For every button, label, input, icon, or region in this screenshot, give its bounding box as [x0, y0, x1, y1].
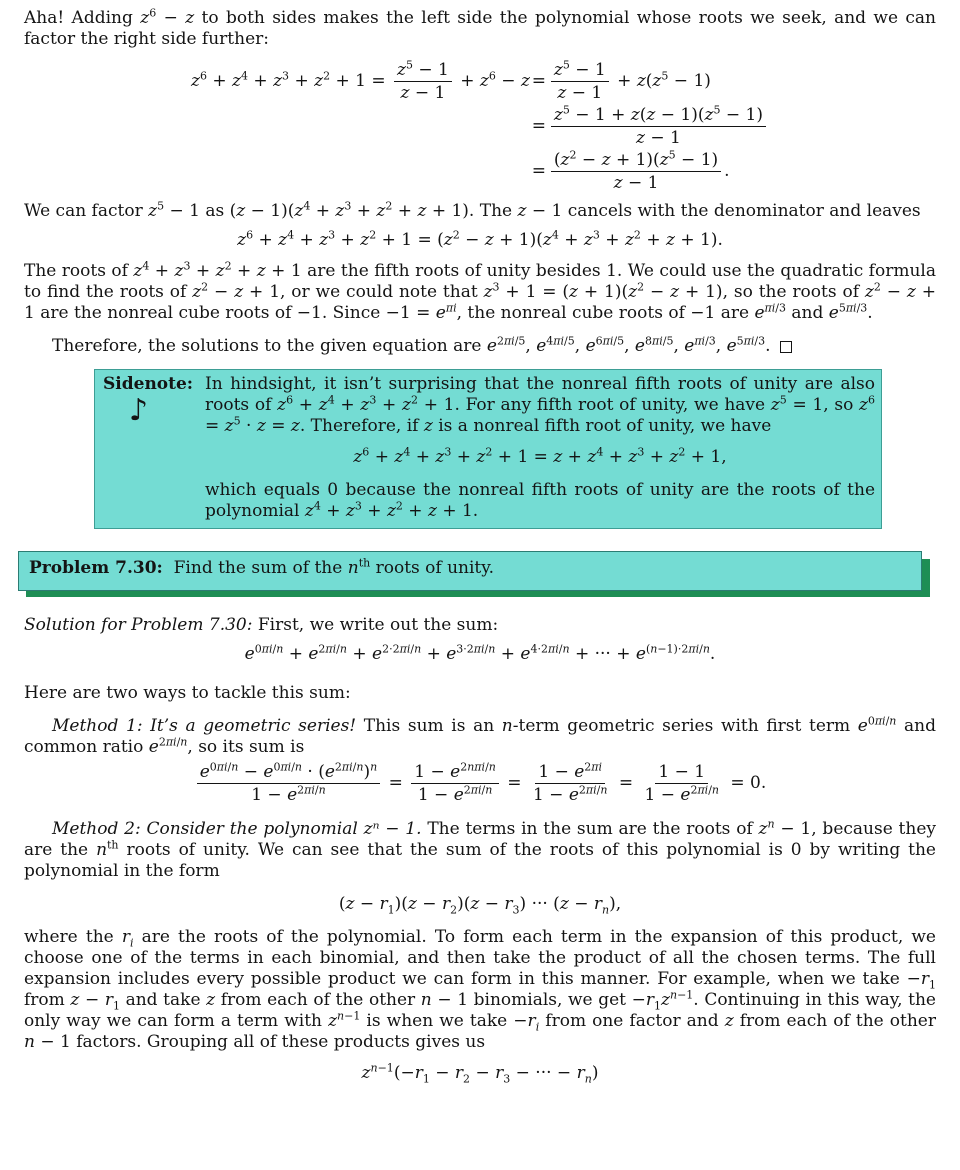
factored-equation: $z^6 + z^4 + z^3 + z^2 + 1 = (z^2 - z + 1)(z^4 + z^3 + z^2 + z + 1)$. [237, 228, 723, 250]
fraction: $\frac{1 - e^{2n\pi i/n}}{1 - e^{2\pi i/n}}$ [411, 762, 499, 805]
eq1-row2 [548, 105, 769, 148]
problem-label: Problem 7.30: [29, 558, 163, 578]
fraction: $\frac{z^5 - 1}{z - 1}$ [394, 60, 452, 103]
factor-paragraph: We can factor $z^5 - 1$ as $(z - 1)(z^4 + z^3 + z^2 + z + 1)$. The z − 1 cancels with the denominator and leaves [24, 199, 921, 221]
method1-paragraph: Method 1: It’s a geometric series! This sum is an n-term geometric series with first term $e^{0\pi i/n}$ and common ratio $e^{2\pi i/n}$, so its sum is [24, 714, 936, 757]
factor-equation-block [24, 60, 936, 193]
method2-label: Method 2: Consider the polynomial zⁿ − 1. [52, 819, 422, 839]
eq1-row3: $\frac{(z^2 - z + 1)(z^5 - 1)}{z - 1}$ . [548, 150, 769, 193]
fraction: $\frac{z^5 - 1}{z - 1}$ [551, 60, 609, 103]
solutions-paragraph: Therefore, the solutions to the given equation are $e^{2\pi i/5}$, $e^{4\pi i/5}$, $e^{6\pi i/5}$, $e^{8\pi i/5}$, $e^{\pi i/3}$, $e^{5\pi i/3}$. [24, 336, 936, 357]
fraction: $\frac{1 - e^{2\pi i}}{1 - e^{2\pi i/n}}$ [532, 760, 608, 805]
grouped-term-equation: $z^{n-1}(-r_1 - r_2 - r_3$ − ··· − $r_n$) [361, 1061, 599, 1086]
product-form-equation: $(z - r_1)(z - r_2)(z - r_3)$ ··· $(z - r_n)$, [338, 894, 622, 917]
qed-box [780, 341, 792, 353]
roots-paragraph: The roots of $z^4 + z^3 + z^2 + z + 1$ are the fifth roots of unity besides 1. We could use the quadratic formula to find the roots of $z^2 - z + 1$, or we could note that $z^3 + 1 = (z + 1)(z^2 - z + 1)$, so the roots of $z^2 - z + 1$ are the nonreal cube roots of −1. Since $-1 = e^{\pi i}$, the nonreal cube roots of −1 are $e^{\pi i/3}$ and $e^{5\pi i/3}$. [24, 259, 936, 323]
problem-box [18, 551, 922, 591]
method1-label: Method 1: It’s a geometric series! [52, 716, 357, 736]
equals-sign: = [531, 161, 547, 181]
solution-label: Solution for Problem 7.30: [24, 615, 253, 635]
music-note-icon: ♪ [129, 393, 149, 428]
geometric-sum-equation: $\frac{e^{0\pi i/n} - e^{0\pi i/n} \cdot (e^{2\pi i/n})^n}{1 - e^{2\pi i/n}}$ = $\frac{1 - e^{2n\pi i/n}}{1 - e^{2\pi i/n}}$ = $\frac{1 - e^{2\pi i}}{1 - e^{2\pi i/n}}$ = $\frac{1 - 1}{1 - e^{2\pi i/n}}$ = 0. [24, 762, 936, 805]
page-content [24, 8, 936, 1084]
intro-paragraph: Aha! Adding $z^6 - z$ to both sides makes the left side the polynomial whose roots we seek, and we can factor the right side further: [24, 6, 936, 49]
sidenote-box [94, 369, 882, 529]
eq1-right: $\frac{z^5 - 1}{z - 1}$ + $z(z^5 - 1)$ [548, 60, 769, 103]
sidenote-body: In hindsight, it isn’t surprising that the nonreal fifth roots of unity are also roots of $z^6 + z^4 + z^3 + z^2 + 1$. For any fifth root of unity, we have $z^5 = 1$, so $z^6 = z^5 \cdot z = z$. Therefore, if z is a nonreal fifth root of unity, we have $z^6 + z^4 + z^3 + z^2 + 1 = z + z^4 + z^3 + z^2 + 1$, which equals 0 because the nonreal fifth roots of unity are the roots of the polynomial $z^4 + z^3 + z^2 + z + 1$. [205, 374, 875, 521]
method2-paragraph: Method 2: Consider the polynomial zⁿ − 1. The terms in the sum are the roots of $z^n - 1$, because they are the $n^{th}$ roots of unity. We can see that the sum of the roots of this polynomial is 0 by writing the polynomial in the form [24, 817, 937, 881]
solution-intro [24, 615, 936, 636]
expansion-paragraph: where the $r_i$ are the roots of the polynomial. To form each term in the expansion of this product, we choose one of the terms in each binomial, and then take the product of all the chosen terms. The full expansion includes every possible product we can form in this manner. For example, when we take $-r_1$ from $z - r_1$ and take z from each of the other n − 1 binomials, we get $-r_1z^{n-1}$. Continuing in this way, the only way we can form a term with $z^{n-1}$ is when we take $-r_i$ from one factor and z from each of the other n − 1 factors. Grouping all of these products gives us [24, 927, 936, 1052]
sum-equation: $e^{0\pi i/n} + e^{2\pi i/n} + e^{2\cdot 2\pi i/n} + e^{3\cdot 2\pi i/n} + e^{4\cdot 2\pi i/n}$ + ··· + $e^{(n-1)\cdot 2\pi i/n}$. [244, 642, 716, 664]
equals-sign: = [531, 71, 547, 91]
sidenote-equation: $z^6 + z^4 + z^3 + z^2 + 1 = z + z^4 + z^3 + z^2 + 1$, [353, 445, 727, 467]
fraction: $\frac{1 - 1}{1 - e^{2\pi i/n}}$ [644, 762, 719, 805]
problem-statement: Problem 7.30: Find the sum of the $n^{th}$ roots of unity. [18, 551, 922, 591]
sidenote-label: Sidenote: [103, 374, 194, 394]
eq1-left: $z^6 + z^4 + z^3 + z^2 + 1$ = $\frac{z^5 - 1}{z - 1}$ + $z^6 - z$ [191, 58, 530, 103]
fraction: $\frac{(z^2 - z + 1)(z^5 - 1)}{z - 1}$ [551, 150, 721, 193]
two-ways-text: Here are two ways to tackle this sum: [24, 683, 351, 703]
solution-intro-text: First, we write out the sum: [257, 615, 499, 635]
fraction: $\frac{e^{0\pi i/n} - e^{0\pi i/n} \cdot (e^{2\pi i/n})^n}{1 - e^{2\pi i/n}}$ [197, 762, 381, 805]
equals-sign: = [531, 116, 547, 136]
fraction: $\frac{z^5 - 1 + z(z - 1)(z^5 - 1)}{z - 1}$ [551, 105, 766, 148]
